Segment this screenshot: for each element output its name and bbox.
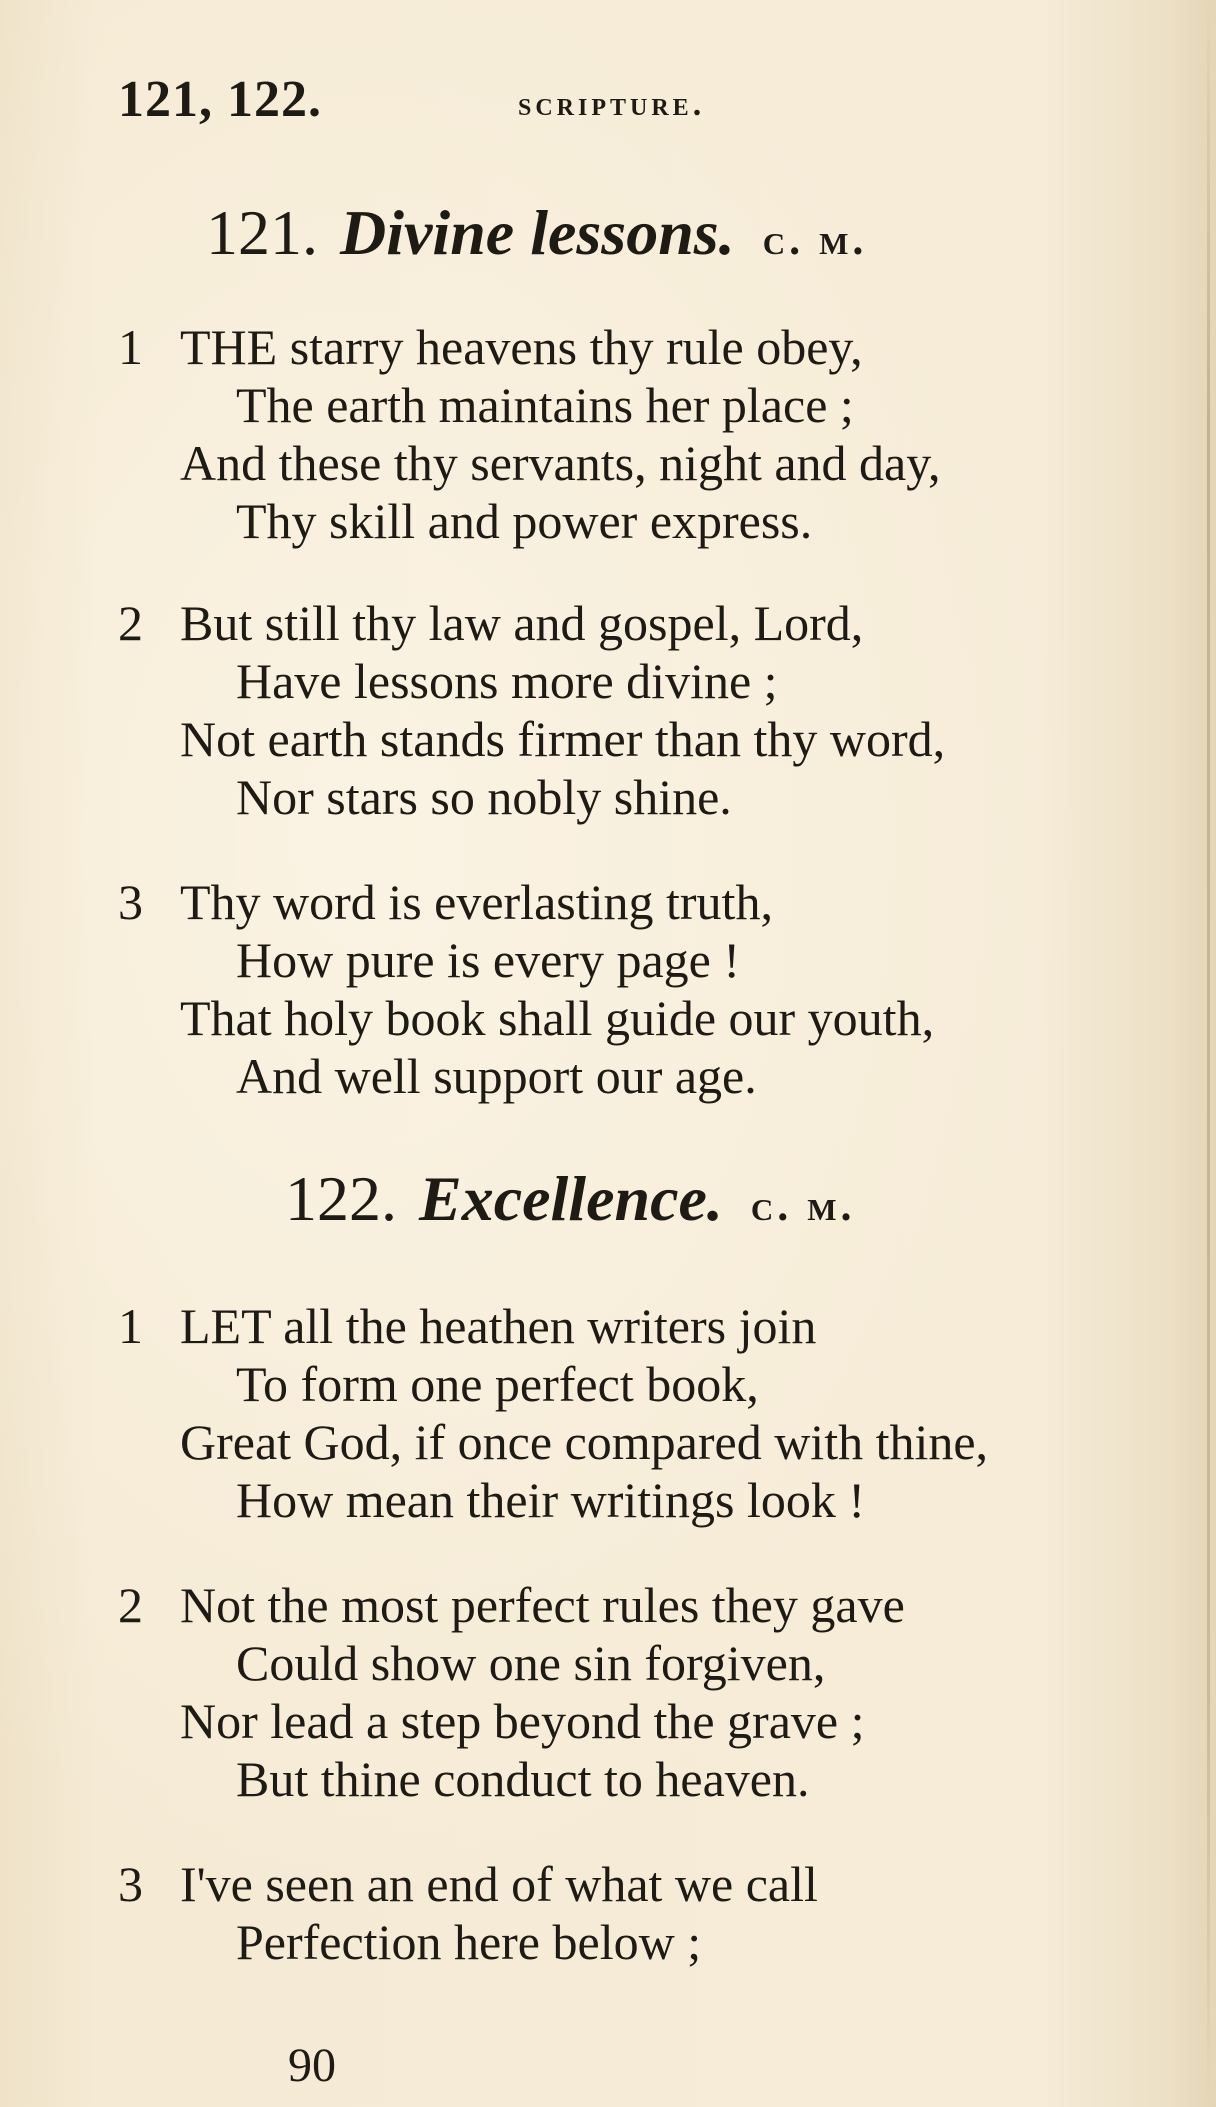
verse-line: Could show one sin forgiven, [236, 1635, 826, 1691]
verse-line [118, 1297, 1198, 1355]
hymn-meter: c. m. [762, 215, 868, 264]
verse-line: Have lessons more divine ; [236, 653, 778, 709]
verse-line [118, 873, 1198, 931]
hymn-meter: c. m. [750, 1181, 856, 1230]
verse-line: Not earth stands firmer than thy word, [180, 711, 946, 767]
stanza [118, 873, 1198, 1105]
page-number: 90 [288, 2039, 336, 2092]
verse-text: But still thy law and gospel, Lord, [180, 595, 864, 651]
page-edge [1207, 0, 1210, 2107]
verse-text: LET all the heathen writers join [180, 1298, 817, 1354]
verse-line: How mean their writings look ! [236, 1472, 866, 1528]
verse-line [118, 318, 1198, 376]
verse-line: To form one perfect book, [236, 1356, 759, 1412]
verse-line: That holy book shall guide our youth, [180, 990, 935, 1046]
running-head [118, 70, 1018, 130]
verse-line [118, 1576, 1198, 1634]
verse-line: And these thy servants, night and day, [180, 435, 941, 491]
stanza-number: 3 [118, 874, 143, 930]
verse-line: But thine conduct to heaven. [236, 1751, 810, 1807]
stanza [118, 1855, 1198, 1971]
verse-line: The earth maintains her place ; [236, 377, 854, 433]
running-head-section: scripture. [518, 86, 706, 123]
hymn-number: 121. [206, 197, 318, 268]
verse-line: Perfection here below ; [236, 1914, 702, 1970]
hymn-title: Excellence. [419, 1163, 723, 1234]
stanza [118, 318, 1198, 550]
verse-line: And well support our age. [236, 1048, 757, 1104]
verse-line: Nor lead a step beyond the grave ; [180, 1693, 865, 1749]
hymn-heading [285, 1162, 856, 1236]
stanza-number: 1 [118, 1298, 143, 1354]
verse-text: THE starry heavens thy rule obey, [180, 319, 863, 375]
stanza [118, 1297, 1198, 1529]
running-head-hymn-numbers: 121, 122. [118, 71, 322, 128]
stanza [118, 1576, 1198, 1808]
hymn-heading [206, 196, 867, 270]
verse-text: Thy word is everlasting truth, [180, 874, 773, 930]
hymn-number: 122. [285, 1163, 397, 1234]
verse-text: I've seen an end of what we call [180, 1856, 818, 1912]
verse-line: Nor stars so nobly shine. [236, 769, 732, 825]
verse-line: Great God, if once compared with thine, [180, 1414, 989, 1470]
verse-line [118, 594, 1198, 652]
hymn-title: Divine lessons. [340, 197, 735, 268]
stanza [118, 594, 1198, 826]
stanza-number: 2 [118, 595, 143, 651]
verse-line: How pure is every page ! [236, 932, 740, 988]
stanza-number: 1 [118, 319, 143, 375]
stanza-number: 3 [118, 1856, 143, 1912]
verse-line [118, 1855, 1198, 1913]
verse-text: Not the most perfect rules they gave [180, 1577, 905, 1633]
verse-line: Thy skill and power express. [236, 493, 813, 549]
stanza-number: 2 [118, 1577, 143, 1633]
